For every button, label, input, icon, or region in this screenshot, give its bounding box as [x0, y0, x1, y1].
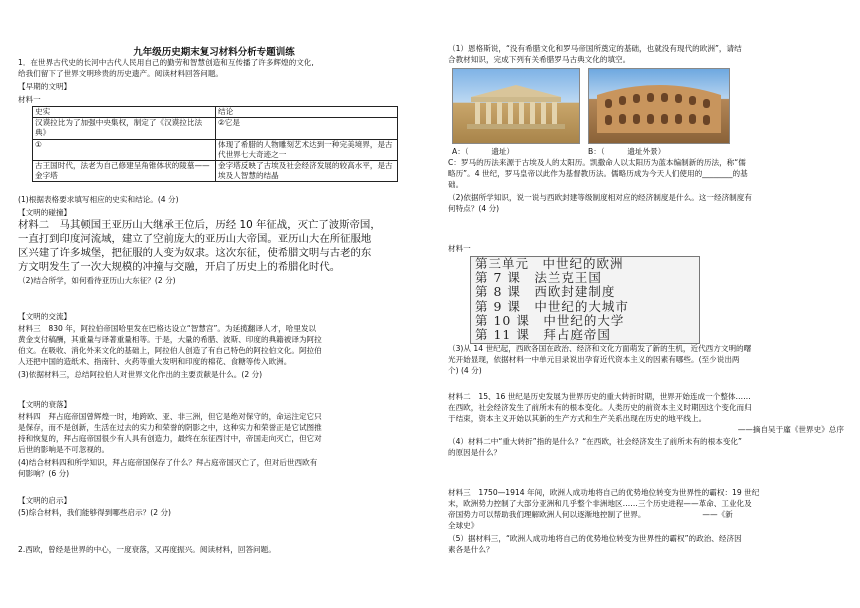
material-2-source: ——摘自吴于廑《世界史》总序	[737, 425, 844, 434]
question-1-2: （2)结合所学，如何看待亚历山大东征？(2 分)	[18, 276, 176, 285]
parthenon-photo	[452, 68, 580, 144]
section-early: 【早期的文明】	[18, 82, 72, 91]
material-3-line: 帝国势力可以帮助我们理解欧洲人何以逐渐地控制了世界。 ——《新	[448, 510, 733, 519]
table-header: 结论	[216, 107, 398, 118]
question-2-4: （4）材料二中“重大转折”指的是什么？“在西欧，社会经济发生了前所未有的根本变化”	[448, 437, 742, 446]
material-1-label: 材料一	[448, 244, 471, 253]
question-2-1: （1）恩格斯说，“没有希腊文化和罗马帝国所奠定的基础，也就没有现代的欧洲”，请结	[448, 44, 742, 53]
table-header: 史实	[33, 107, 216, 118]
section-decline: 【文明的衰落】	[18, 400, 72, 409]
colosseum-icon	[589, 69, 729, 143]
question-2-4-cont: 的原因是什么？	[448, 448, 502, 457]
material-2-line: 材料二 马其顿国王亚历山大继承王位后，历经 10 年征战，灭亡了波斯帝国，	[18, 219, 381, 231]
question-2-5: （5）据材料三，“欧洲人成功地将自己的优势地位转变为世界性的霸权”的政治、经济因	[448, 534, 742, 543]
unit-contents-board	[470, 256, 700, 344]
question-1-4: (4)结合材料四和所学知识，拜占庭帝国保存了什么？拜占庭帝国灭亡了，但对后世西欧有	[18, 458, 318, 467]
lesson-item: 第 9 课 中世纪的大城市	[475, 298, 629, 314]
question-1-5: (5)综合材料，我们能够得到哪些启示？(2 分)	[18, 508, 172, 517]
lesson-item: 第 11 课 拜占庭帝国	[475, 327, 611, 343]
table-cell: 古王国时代，法老为自己修建呈角锥体状的陵墓——金字塔	[33, 161, 216, 182]
section-collision: 【文明的碰撞】	[18, 208, 72, 217]
right-column	[448, 0, 844, 608]
question-2-1-cont: 合教材知识，完成下列有关希腊罗马古典文化的填空。	[448, 55, 631, 64]
history-table	[32, 106, 398, 182]
table-cell: 金字塔反映了古埃及社会经济发展的较高水平，是古埃及人智慧的结晶	[216, 161, 398, 182]
table-cell: 汉谟拉比为了加强中央集权，制定了《汉谟拉比法典》	[33, 118, 216, 139]
material-3-line: 材料三 830 年，阿拉伯帝国哈里发在巴格达设立“智慧宫”。为延揽翻译人才，哈里发以	[18, 324, 317, 333]
question-2-3: （3)从 14 世纪起，西欧各国在政治、经济和文化方面萌发了新的生机，近代西方文明的曙	[448, 344, 752, 353]
material-2-line: 材料二 15、16 世纪是历史发展为世界历史的重大转折时期，世界开始连成一个整体……	[448, 392, 751, 401]
material-3-line: 全球史》	[448, 521, 479, 530]
material-3-line: 伯文。在吸收、消化外来文化的基础上，阿拉伯人创造了有自己特色的阿拉伯文化。阿拉伯	[18, 346, 322, 355]
material-2-line: 于结束，资本主义开始以其新的生产方式和生产关系出现在历史的地平线上。	[448, 414, 707, 423]
material-2-line: 方文明发生了一次大规模的冲撞与交融，开启了历史上的希腊化时代。	[18, 261, 341, 273]
material-4-line: 材料四 拜占庭帝国曾辉煌一时，地跨欧、亚、非三洲，但它是绝对保守的，命运注定它只	[18, 412, 322, 421]
parthenon-icon	[453, 69, 579, 143]
material-2-line: 一直打到印度河流域，建立了空前庞大的亚历山大帝国。亚历山大在所征服地	[18, 233, 372, 245]
question-2-2-cont: 何特点？(4 分)	[448, 204, 500, 213]
question-1-1: (1)根据表格要求填写相应的史实和结论。(4 分)	[18, 195, 179, 204]
question-1-3: (3)依据材料三，总结阿拉伯人对世界文化作出的主要贡献是什么。(2 分)	[18, 370, 263, 379]
table-cell: ②它是	[216, 118, 398, 139]
colosseum-photo	[588, 68, 730, 144]
item-c-line: 略历”。4 世纪，罗马皇帝以此作为基督教历法。儒略历成为今天人们使用的________的基	[448, 169, 748, 178]
item-c-line: 础。	[448, 180, 464, 189]
question-1-4-cont: 何影响？(6 分)	[18, 469, 70, 478]
table-cell: ①	[33, 139, 216, 160]
material-3-line: 末，欧洲势力控制了大部分亚洲和几乎整个非洲地区……三个历史进程——革命、工业化及	[448, 499, 752, 508]
item-c-line: C：罗马的历法来源于古埃及人的太阳历。凯撒命人以太阳历为蓝本编制新的历法，称“儒	[448, 158, 746, 167]
lesson-item: 第 8 课 西欧封建制度	[475, 284, 616, 300]
lesson-item: 第 10 课 中世纪的大学	[475, 312, 625, 328]
page-title: 九年级历史期末复习材料分析专题训练	[133, 47, 295, 58]
material-1-label: 材料一	[18, 95, 41, 104]
material-3-line: 材料三 1750—1914 年间，欧洲人成功地将自己的优势地位转变为世界性的霸权：19 世纪	[448, 488, 760, 497]
material-3-line: 黄金支付稿酬，其重量与译著重量相等。于是，大量的希腊、波斯、印度的典籍被译为阿拉	[18, 335, 322, 344]
section-exchange: 【文明的交流】	[18, 312, 72, 321]
section-enlightenment: 【文明的启示】	[18, 496, 72, 505]
unit-title: 第三单元 中世纪的欧洲	[475, 256, 624, 271]
photo-b-caption: B：（ 遗址外景）	[588, 147, 666, 156]
question-2-intro: 2.西欧，曾经是世界的中心，一度衰落，又再度振兴。阅读材料，回答问题。	[18, 545, 276, 554]
question-2-2: （2)依据所学知识，说一说与西欧封建等级制度相对应的经济制度是什么。这一经济制度有	[448, 193, 752, 202]
material-4-line: 持和恢复的，拜占庭帝国很少有人具有创造力，最终在东征西讨中，帝国走向灭亡，但它对	[18, 434, 322, 443]
material-3-line: 人还把中国的造纸术、指南针、火药等重大发明和印度的棉花、食糖等传入欧洲。	[18, 357, 292, 366]
lesson-item: 第 7 课 法兰克王国	[475, 270, 602, 286]
question-2-3-cont: 光开始显现，依据材料一中单元目录说出孕育近代资本主义的因素有哪些。(至少说出两	[448, 355, 740, 364]
photo-a-caption: A：（ 遗址）	[452, 147, 515, 156]
material-2-line: 区兴建了许多城堡，把征服的人变为奴隶。这次东征，使希腊文明与古老的东	[18, 247, 372, 259]
q1-intro-2: 给我们留下了世界文明珍贵的历史遗产。阅读材料回答问题。	[18, 69, 224, 78]
material-4-line: 后世的影响是不可忽视的。	[18, 445, 110, 454]
material-4-line: 是保存，而不是创新，生活在过去的实力和荣誉的阴影之中，这种实力和荣誉正是它试图推	[18, 423, 322, 432]
left-column	[18, 0, 410, 608]
material-2-line: 在西欧，社会经济发生了前所未有的根本变化。人类历史的前资本主义时期因这个变化而归	[448, 403, 752, 412]
q1-intro: 1．在世界古代史的长河中古代人民用自己的勤劳和智慧创造和互传播了许多辉煌的文化,	[18, 58, 314, 67]
question-2-5-cont: 素各是什么？	[448, 545, 494, 554]
table-header-row	[33, 107, 398, 118]
table-cell: 体现了希腊的人物雕刻艺术达到一种完美境界，是古代世界七大奇迹之一	[216, 139, 398, 160]
table-row	[33, 161, 398, 182]
table-row	[33, 139, 398, 160]
question-2-3-cont: 个) (4 分)	[448, 366, 482, 375]
table-row	[33, 118, 398, 139]
